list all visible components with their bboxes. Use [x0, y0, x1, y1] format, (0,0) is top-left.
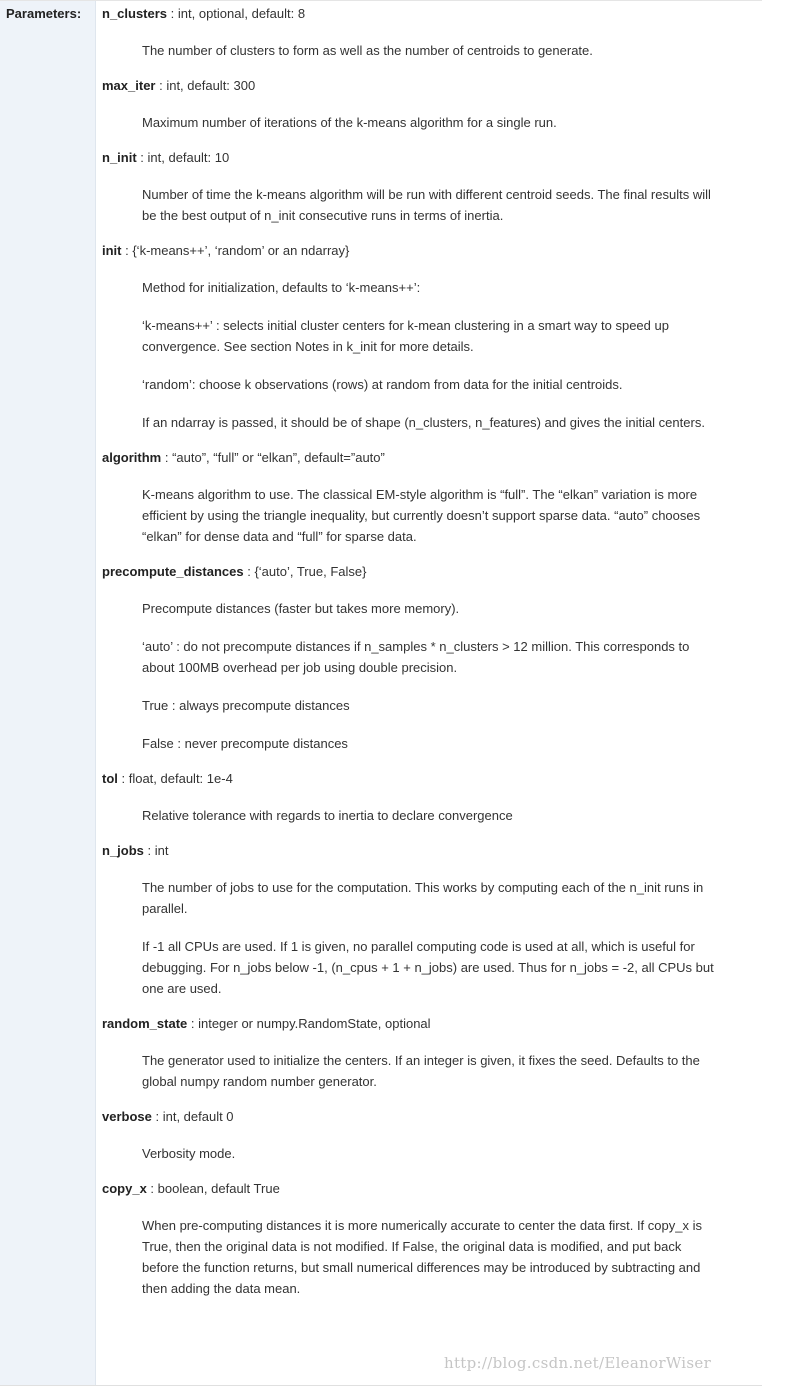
description-paragraph: Number of time the k-means algorithm will be run with different centroid seeds. The final results will be the best output of n_init consecutive runs in terms of inertia.: [142, 187, 711, 223]
description-paragraph: The generator used to initialize the centers. If an integer is given, it fixes the seed. Defaults to the global numpy random number generator.: [142, 1053, 700, 1089]
param-n-init: [102, 150, 714, 226]
param-name: max_iter: [102, 78, 156, 93]
param-type: : float, default: 1e-4: [117, 771, 233, 786]
param-description: [142, 277, 714, 433]
param-name: copy_x: [102, 1181, 147, 1196]
param-precompute-distances: [102, 564, 714, 754]
param-description: [142, 112, 714, 133]
param-type: : {‘auto’, True, False}: [243, 564, 367, 579]
description-paragraph: If an ndarray is passed, it should be of shape (n_clusters, n_features) and gives the initial centers.: [142, 415, 705, 430]
param-tol: [102, 771, 714, 826]
description-paragraph: ‘k-means++’ : selects initial cluster centers for k-mean clustering in a smart way to speed up convergence. See section Notes in k_init for more details.: [142, 318, 669, 354]
param-n-jobs: [102, 843, 714, 999]
param-type: : int, optional, default: 8: [167, 6, 306, 21]
param-description: [142, 484, 714, 547]
description-paragraph: Method for initialization, defaults to ‘k-means++’:: [142, 280, 421, 295]
param-type: : boolean, default True: [146, 1181, 280, 1196]
param-header: [102, 564, 714, 580]
param-description: [142, 598, 714, 754]
param-name: random_state: [102, 1016, 188, 1031]
param-algorithm: [102, 450, 714, 547]
param-type: : “auto”, “full” or “elkan”, default=”auto”: [161, 450, 385, 465]
description-paragraph: If -1 all CPUs are used. If 1 is given, no parallel computing code is used at all, which is useful for debugging. For n_jobs below -1, (n_cpus + 1 + n_jobs) are used. Thus for n_jobs = -2, all CPUs but one are used.: [142, 939, 714, 996]
param-name: n_jobs: [102, 843, 144, 858]
param-description: [142, 1050, 714, 1092]
param-name: tol: [102, 771, 118, 786]
param-header: [102, 78, 714, 94]
description-paragraph: Precompute distances (faster but takes more memory).: [142, 601, 460, 616]
param-type: : int, default: 300: [155, 78, 256, 93]
param-init: [102, 243, 714, 433]
param-name: algorithm: [102, 450, 162, 465]
param-name: n_init: [102, 150, 137, 165]
param-header: [102, 6, 714, 22]
param-header: [102, 150, 714, 166]
param-header: [102, 1109, 714, 1125]
param-type: : integer or numpy.RandomState, optional: [187, 1016, 431, 1031]
param-type: : int, default 0: [151, 1109, 234, 1124]
field-label-column: [0, 1, 96, 1385]
param-header: [102, 1181, 714, 1197]
description-paragraph: The number of jobs to use for the computation. This works by computing each of the n_init runs in parallel.: [142, 880, 704, 916]
param-copy-x: [102, 1181, 714, 1299]
param-name: n_clusters: [102, 6, 168, 21]
param-type: : {‘k-means++’, ‘random’ or an ndarray}: [121, 243, 350, 258]
description-paragraph: Verbosity mode.: [142, 1146, 236, 1161]
param-description: [142, 1215, 714, 1299]
param-description: [142, 1143, 714, 1164]
param-header: [102, 771, 714, 787]
param-header: [102, 450, 714, 466]
param-type: : int, default: 10: [136, 150, 230, 165]
description-paragraph: False : never precompute distances: [142, 736, 348, 751]
parameters-label: Parameters:: [6, 6, 82, 21]
param-name: precompute_distances: [102, 564, 244, 579]
description-paragraph: K-means algorithm to use. The classical EM-style algorithm is “full”. The “elkan” variation is more efficient by using the triangle inequality, but currently doesn’t support sparse data. “auto” chooses “elkan” for dense data and “full” for sparse data.: [142, 487, 701, 544]
param-verbose: [102, 1109, 714, 1164]
param-n-clusters: [102, 6, 714, 61]
param-description: [142, 805, 714, 826]
param-description: [142, 877, 714, 999]
param-name: init: [102, 243, 122, 258]
param-type: : int: [143, 843, 169, 858]
param-random-state: [102, 1016, 714, 1092]
description-paragraph: When pre-computing distances it is more numerically accurate to center the data first. If copy_x is True, then the original data is not modified. If False, the original data is modified, and put back before the function returns, but small numerical differences may be introduced by subtracting and then adding the data mean.: [142, 1218, 702, 1296]
description-paragraph: Relative tolerance with regards to inertia to declare convergence: [142, 808, 513, 823]
param-header: [102, 843, 714, 859]
description-paragraph: ‘random’: choose k observations (rows) at random from data for the initial centroids.: [142, 377, 623, 392]
param-description: [142, 40, 714, 61]
description-paragraph: True : always precompute distances: [142, 698, 350, 713]
description-paragraph: ‘auto’ : do not precompute distances if n_samples * n_clusters > 12 million. This corresponds to about 100MB overhead per job using double precision.: [142, 639, 690, 675]
watermark-text: http://blog.csdn.net/EleanorWiser: [444, 1354, 712, 1372]
param-header: [102, 243, 714, 259]
param-max-iter: [102, 78, 714, 133]
description-paragraph: Maximum number of iterations of the k-means algorithm for a single run.: [142, 115, 557, 130]
parameter-list: [102, 6, 714, 1299]
param-header: [102, 1016, 714, 1032]
param-description: [142, 184, 714, 226]
description-paragraph: The number of clusters to form as well as the number of centroids to generate.: [142, 43, 593, 58]
param-name: verbose: [102, 1109, 152, 1124]
